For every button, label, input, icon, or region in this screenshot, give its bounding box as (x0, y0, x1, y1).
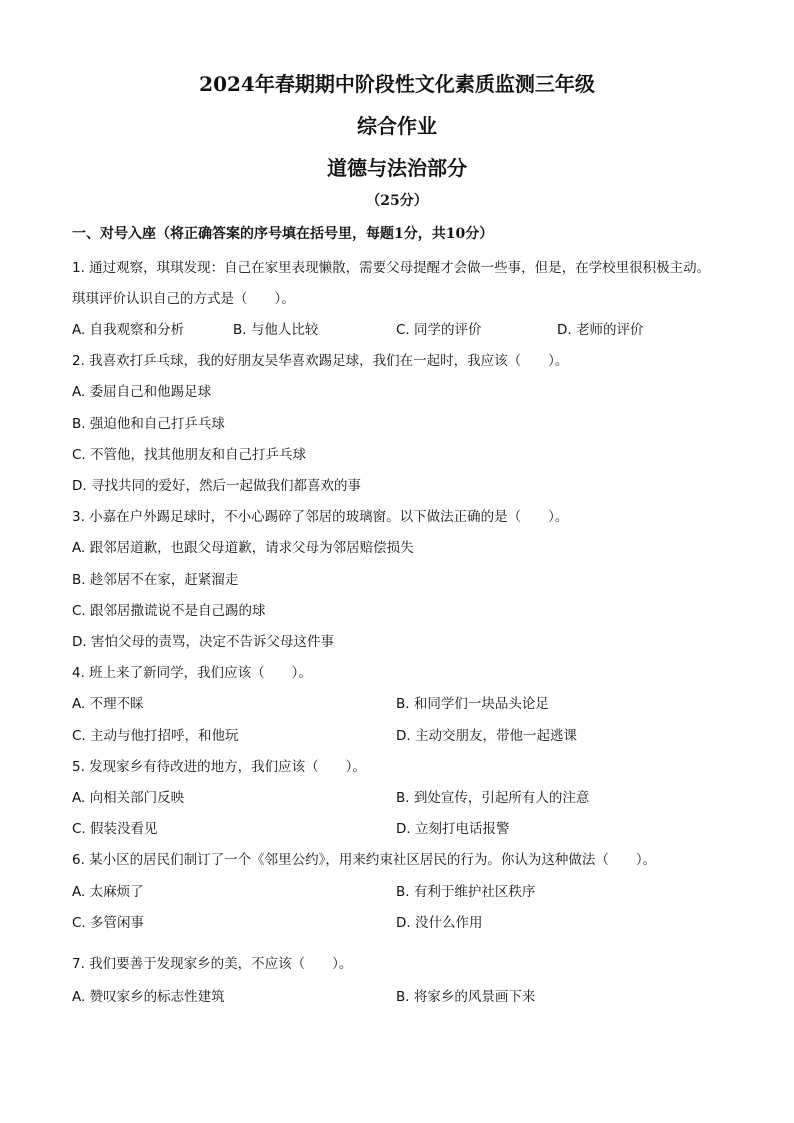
question-4-stem: 4. 班上来了新同学，我们应该（ ）。 (72, 665, 312, 681)
question-1-stem-line-2: 琪琪评价认识自己的方式是（ ）。 (72, 291, 295, 307)
question-1-option-b: B. 与他人比较 (233, 322, 319, 338)
question-2-stem: 2. 我喜欢打乒乓球，我的好朋友吴华喜欢踢足球，我们在一起时，我应该（ ）。 (72, 353, 569, 369)
question-3-stem: 3. 小嘉在户外踢足球时，不小心踢碎了邻居的玻璃窗。以下做法正确的是（ ）。 (72, 509, 569, 525)
question-6-option-c: C. 多管闲事 (72, 915, 145, 931)
question-1-option-a: A. 自我观察和分析 (72, 322, 185, 338)
question-6-option-b: B. 有利于维护社区秩序 (396, 884, 536, 900)
question-6-option-d: D. 没什么作用 (396, 915, 483, 931)
question-2-option-c: C. 不管他，找其他朋友和自己打乒乓球 (72, 447, 307, 463)
exam-subtitle: 综合作业 (357, 114, 437, 138)
question-4-option-a: A. 不理不睬 (72, 696, 144, 712)
question-4-option-c: C. 主动与他打招呼，和他玩 (72, 728, 239, 744)
question-1-option-d: D. 老师的评价 (557, 322, 644, 338)
question-2-option-d: D. 寻找共同的爱好，然后一起做我们都喜欢的事 (72, 478, 361, 494)
question-5-option-d: D. 立刻打电话报警 (396, 821, 510, 837)
question-1-stem-line-1: 1. 通过观察，琪琪发现：自己在家里表现懒散，需要父母提醒才会做一些事，但是，在学校里很积极主动。 (72, 260, 711, 276)
question-3-option-d: D. 害怕父母的责骂，决定不告诉父母这件事 (72, 634, 334, 650)
question-4-option-d: D. 主动交朋友，带他一起逃课 (396, 728, 577, 744)
question-3-option-c: C. 跟邻居撒谎说不是自己踢的球 (72, 603, 266, 619)
question-4-option-b: B. 和同学们一块品头论足 (396, 696, 549, 712)
question-6-option-a: A. 太麻烦了 (72, 884, 144, 900)
question-3-option-b: B. 趁邻居不在家，赶紧溜走 (72, 572, 239, 588)
question-7-option-a: A. 赞叹家乡的标志性建筑 (72, 989, 225, 1005)
question-3-option-a: A. 跟邻居道歉，也跟父母道歉，请求父母为邻居赔偿损失 (72, 540, 414, 556)
question-6-stem: 6. 某小区的居民们制订了一个《邻里公约》，用来约束社区居民的行为。你认为这种做法（ ）。 (72, 852, 657, 868)
question-7-stem: 7. 我们要善于发现家乡的美，不应该（ ）。 (72, 956, 353, 972)
exam-score: （25分） (366, 193, 428, 209)
exam-part: 道德与法治部分 (327, 156, 467, 180)
exam-title: 2024年春期期中阶段性文化素质监测三年级 (199, 72, 595, 96)
question-2-option-b: B. 强迫他和自己打乒乓球 (72, 416, 225, 432)
question-5-option-b: B. 到处宣传，引起所有人的注意 (396, 790, 590, 806)
question-1-option-c: C. 同学的评价 (396, 322, 482, 338)
question-5-option-a: A. 向相关部门反映 (72, 790, 185, 806)
question-2-option-a: A. 委屈自己和他踢足球 (72, 384, 212, 400)
question-5-option-c: C. 假装没看见 (72, 821, 158, 837)
section-heading: 一、对号入座（将正确答案的序号填在括号里，每题1分，共10分） (72, 226, 494, 242)
question-7-option-b: B. 将家乡的风景画下来 (396, 989, 536, 1005)
question-5-stem: 5. 发现家乡有待改进的地方，我们应该（ ）。 (72, 759, 366, 775)
